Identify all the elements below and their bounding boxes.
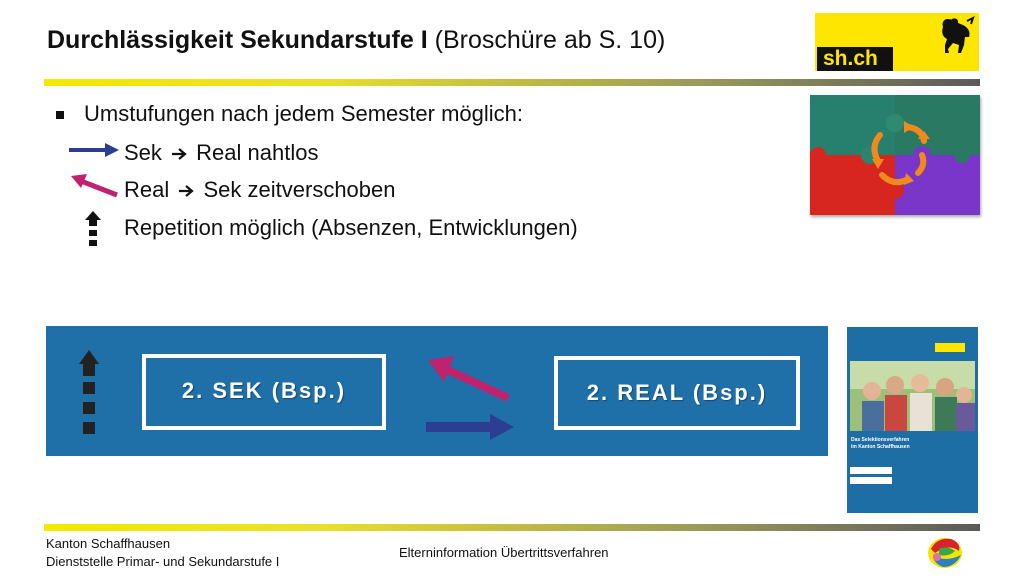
logo-text: sh.ch: [823, 47, 878, 70]
bullet-real-sek-to: Sek zeitverschoben: [203, 177, 396, 202]
bullet-square-icon: [56, 111, 64, 119]
brochure-title-line1: Das Selektionsverfahren: [851, 437, 910, 443]
footer-canton: Kanton Schaffhausen: [46, 536, 171, 551]
ram-icon: [931, 15, 977, 55]
arrow-right-icon: [171, 147, 187, 161]
arrow-right-icon: [178, 184, 194, 198]
page-title: [47, 26, 665, 55]
brochure-cover: [847, 327, 978, 513]
brochure-chip: [850, 477, 892, 484]
puzzle-image: [810, 95, 980, 215]
bullet-repetition: Repetition möglich (Absenzen, Entwicklungen): [124, 215, 578, 240]
sh-logo: [815, 13, 979, 71]
bullet-real-sek-from: Real: [124, 177, 170, 202]
brochure-photo: [850, 361, 975, 431]
real-level-label: 2. REAL (Bsp.): [586, 380, 768, 405]
title-bold: Durchlässigkeit Sekundarstufe I: [47, 26, 428, 54]
arrow-right-blue-icon: [426, 414, 514, 440]
bullet-main-text: Umstufungen nach jedem Semester möglich:: [84, 101, 523, 126]
bullet-sek-real-to: Real nahtlos: [196, 140, 319, 165]
bullet-sek-real-from: Sek: [124, 140, 162, 165]
brochure-title-line2: im Kanton Schaffhausen: [851, 444, 910, 450]
brochure-logo: [935, 343, 965, 352]
footer-presentation-title: Elterninformation Übertrittsverfahren: [399, 545, 609, 560]
header-divider: [44, 79, 980, 86]
title-subtitle: (Broschüre ab S. 10): [434, 26, 666, 54]
arrow-up-left-magenta-icon: [426, 356, 512, 402]
brochure-chip: [850, 467, 892, 474]
arrow-up-left-magenta-icon: [69, 172, 119, 198]
footer-department: Dienststelle Primar- und Sekundarstufe I: [46, 554, 280, 569]
bullet-sek-real: [124, 140, 318, 166]
sek-level-label: 2. SEK (Bsp.): [181, 378, 347, 403]
dashed-up-arrow-icon: [79, 350, 99, 436]
real-level-box: [554, 356, 800, 430]
arrow-right-blue-icon: [69, 143, 119, 157]
bullet-real-sek: [124, 177, 396, 203]
dashed-up-arrow-icon: [85, 211, 101, 247]
footer-divider: [44, 524, 980, 531]
school-logo-icon: [925, 533, 967, 573]
brochure-title: [851, 437, 910, 451]
sek-level-box: [142, 354, 386, 430]
level-diagram-panel: [46, 326, 828, 456]
